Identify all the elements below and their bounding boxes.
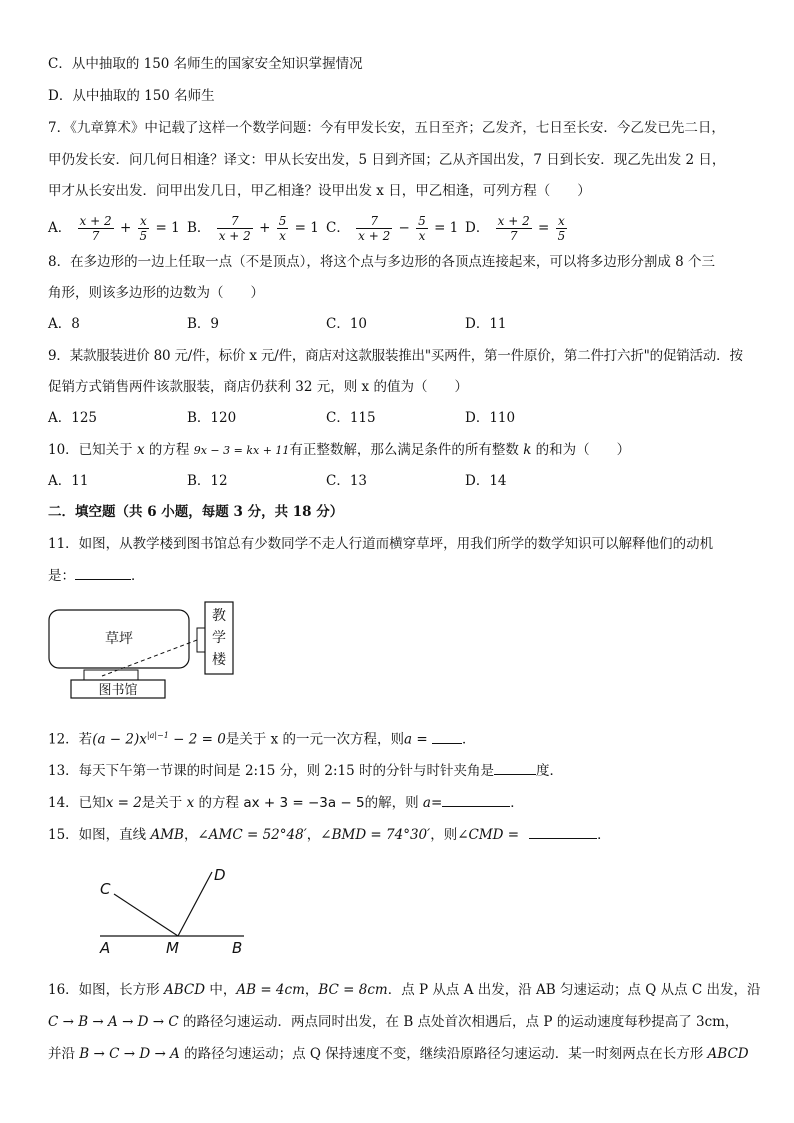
q7-option-d (465, 214, 569, 243)
denominator: 5 (557, 229, 566, 243)
q8-line-1: 8．在多边形的一边上任取一点（不是顶点），将这个点与多边形的各顶点连接起来，可以将多边形分割成 8 个三 (48, 254, 716, 270)
q10-stem (48, 440, 630, 461)
q12-text: 12．若 (48, 731, 93, 748)
q15-text: ， (306, 827, 321, 843)
q8-line-2: 角形，则该多边形的边数为（ ） (48, 285, 264, 301)
building-door (197, 628, 205, 652)
numerator: x (556, 214, 568, 229)
q15-angle-amc: ∠AMC = 52°48′ (197, 827, 307, 843)
q9-option-a: A．125 (48, 410, 98, 426)
fraction (78, 214, 114, 243)
q16-text: ， (304, 982, 319, 998)
ray-md (178, 872, 212, 936)
q8-option-c: C．10 (326, 316, 368, 332)
q12-expression-rest: − 2 = 0 (168, 731, 226, 748)
q16-path-q: C → B → A → D → C (48, 1014, 179, 1030)
q11-line-2 (48, 565, 145, 586)
fraction (416, 214, 428, 243)
q14-var-x: x (186, 795, 195, 811)
fraction (556, 214, 568, 243)
q8-option-a: A．8 (48, 316, 80, 332)
denominator: x (279, 229, 286, 243)
q15-text: 15．如图，直线 (48, 827, 151, 843)
numerator: x + 2 (497, 214, 530, 228)
fraction (277, 214, 289, 243)
q16-text: 的路径匀速运动；点 Q 保持速度不变，继续沿原路径匀速运动．某一时刻两点在长方形 (179, 1046, 708, 1062)
q12-stem (48, 726, 475, 750)
q15-angle-bmd: ∠BMD = 74°30′ (320, 827, 431, 843)
option-label: C． (326, 220, 350, 236)
numerator: x + 2 (79, 214, 112, 228)
q14-text: 是关于 (141, 795, 187, 811)
q15-text: ，则 (430, 827, 458, 843)
q14-text: 的解，则 (364, 795, 423, 811)
q12-equals: = (412, 731, 432, 748)
q10-text: 的方程 (144, 442, 194, 458)
point-m-label: M (166, 939, 179, 956)
q7-line-3: 甲才从长安出发．问甲出发几日，甲乙相逢？设甲出发 x 日，甲乙相逢，可列方程（ ） (48, 183, 591, 199)
q14-answer-blank (442, 792, 510, 807)
q16-line-3 (48, 1044, 749, 1064)
q10-var-x: x (136, 442, 145, 458)
numerator: 5 (418, 214, 426, 228)
q6-option-c: C．从中抽取的 150 名师生的国家安全知识掌握情况 (48, 56, 363, 72)
option-label: A． (48, 220, 72, 236)
q11-text: 是： (48, 568, 75, 584)
q16-ab: AB = 4cm (236, 982, 305, 998)
q14-equation: ax + 3 = −3a − 5 (243, 795, 365, 811)
q7-option-c (326, 214, 458, 243)
q14-text: ． (510, 795, 524, 811)
q7-line-1: 7．《九章算术》中记载了这样一个数学问题：今有甲发长安，五日至齐；乙发齐，七日至长安．今乙发已先二日， (48, 120, 725, 136)
q16-path-p: B → C → D → A (79, 1046, 180, 1062)
q10-option-a: A．11 (48, 473, 89, 489)
q7-option-a (48, 214, 180, 243)
numerator: 7 (356, 214, 392, 229)
q10-var-k: k (523, 442, 532, 458)
q16-text: 16．如图，长方形 (48, 982, 164, 998)
operator: + (259, 220, 271, 236)
q10-option-b: B．12 (187, 473, 228, 489)
equation-rhs: = 1 (294, 220, 319, 236)
building-label-2: 学 (212, 630, 226, 646)
q9-option-d: D．110 (465, 410, 516, 426)
q14-stem (48, 792, 524, 813)
q14-equals: = (430, 795, 443, 811)
q16-text: 并沿 (48, 1046, 80, 1062)
option-label: B． (187, 220, 211, 236)
building-label-1: 教 (212, 608, 226, 624)
equation-rhs: = 1 (155, 220, 180, 236)
operator: + (119, 220, 132, 236)
numerator: 7 (217, 214, 253, 229)
option-label: D． (465, 220, 490, 236)
q10-option-c: C．13 (326, 473, 368, 489)
q8-option-d: D．11 (465, 316, 507, 332)
q11-text: ． (131, 568, 145, 584)
q16-text: 中， (205, 982, 237, 998)
q11-line-1: 11．如图，从教学楼到图书馆总有少数同学不走人行道而横穿草坪，用我们所学的数学知识可以解释他们的动机 (48, 536, 714, 552)
q10-text: 有正整数解，那么满足条件的所有整数 (289, 442, 524, 458)
q16-rect: ABCD (707, 1046, 749, 1062)
building-label-3: 楼 (212, 652, 226, 668)
q15-angle-cmd: ∠CMD = (457, 827, 520, 843)
q13-answer-blank (494, 760, 536, 775)
q10-option-d: D．14 (465, 473, 507, 489)
q9-option-b: B．120 (187, 410, 237, 426)
q15-text: ． (597, 827, 611, 843)
q16-bc: BC = 8cm (318, 982, 388, 998)
denominator: x + 2 (358, 229, 391, 243)
q7-line-2: 甲仍发长安．问几何日相逢？译文：甲从长安出发，5 日到齐国；乙从齐国出发，7 日到长安．现乙先出发 2 日， (48, 152, 726, 168)
q15-answer-blank (529, 824, 597, 839)
denominator: 7 (91, 229, 100, 243)
denominator: x + 2 (218, 229, 251, 243)
q13-text: 度． (535, 763, 563, 779)
q15-line-name: AMB (150, 827, 184, 843)
equation-rhs: = 1 (434, 220, 459, 236)
point-c-label: C (100, 880, 111, 898)
q16-line-1 (48, 980, 761, 1000)
q10-text: 10．已知关于 (48, 442, 137, 458)
fraction (356, 214, 392, 243)
q12-text: ． (461, 731, 476, 748)
point-d-label: D (214, 866, 226, 884)
operator: = (538, 220, 550, 236)
q14-var-a: a (422, 795, 431, 811)
denominator: 7 (509, 229, 518, 243)
numerator: x (138, 214, 150, 229)
numerator: 5 (278, 214, 287, 228)
lawn-label: 草坪 (105, 631, 133, 647)
section-2-title: 二．填空题（共 6 小题，每题 3 分，共 18 分） (48, 504, 344, 520)
q16-text: 的路径匀速运动．两点同时出发，在 B 点处首次相遇后，点 P 的运动速度每秒提高了 3cm， (178, 1014, 739, 1030)
q16-rect: ABCD (163, 982, 206, 998)
q9-option-c: C．115 (326, 410, 376, 426)
q10-text: 的和为（ ） (531, 442, 631, 458)
q12-exponent: |a|−1 (146, 731, 169, 740)
fraction (496, 214, 532, 243)
q12-answer-blank (432, 729, 462, 744)
q16-text: ．点 P 从点 A 出发，沿 AB 匀速运动；点 Q 从点 C 出发，沿 (387, 982, 761, 998)
point-a-label: A (100, 939, 111, 956)
q15-text: ， (183, 827, 198, 843)
fraction (217, 214, 253, 243)
ray-mc (114, 894, 178, 936)
q10-equation: 9x − 3 = kx + 11 (193, 444, 290, 457)
point-b-label: B (232, 939, 243, 956)
q14-text: 的方程 (194, 795, 244, 811)
q9-line-2: 促销方式销售两件该款服装，商店仍获利 32 元，则 x 的值为（ ） (48, 379, 468, 395)
q11-answer-blank (75, 565, 131, 580)
q15-figure (92, 864, 252, 956)
library-label: 图书馆 (98, 683, 138, 698)
q14-text: 14．已知 (48, 795, 106, 811)
q12-text: 是关于 x 的一元一次方程，则 (225, 731, 404, 748)
q12-expression: (a − 2)x (92, 731, 147, 748)
operator: − (398, 220, 410, 236)
q13-text: 13．每天下午第一节课的时间是 2:15 分，则 2:15 时的分针与时针夹角是 (48, 763, 494, 779)
q11-figure (44, 598, 240, 702)
q14-condition: x = 2 (105, 795, 142, 811)
fraction (138, 214, 150, 243)
q15-stem (48, 824, 611, 845)
q9-line-1: 9．某款服装进价 80 元/件，标价 x 元/件，商店对这款服装推出"买两件，第一件原价，第二件打六折"的促销活动．按 (48, 348, 743, 364)
q8-option-b: B．9 (187, 316, 220, 332)
denominator: 5 (139, 229, 148, 243)
q7-option-b (187, 214, 319, 243)
q16-line-2 (48, 1012, 738, 1032)
library-entrance (84, 670, 138, 680)
q12-var-a: a (404, 731, 413, 748)
q6-option-d: D．从中抽取的 150 名师生 (48, 88, 215, 104)
denominator: x (418, 229, 426, 243)
q13-stem (48, 760, 563, 781)
